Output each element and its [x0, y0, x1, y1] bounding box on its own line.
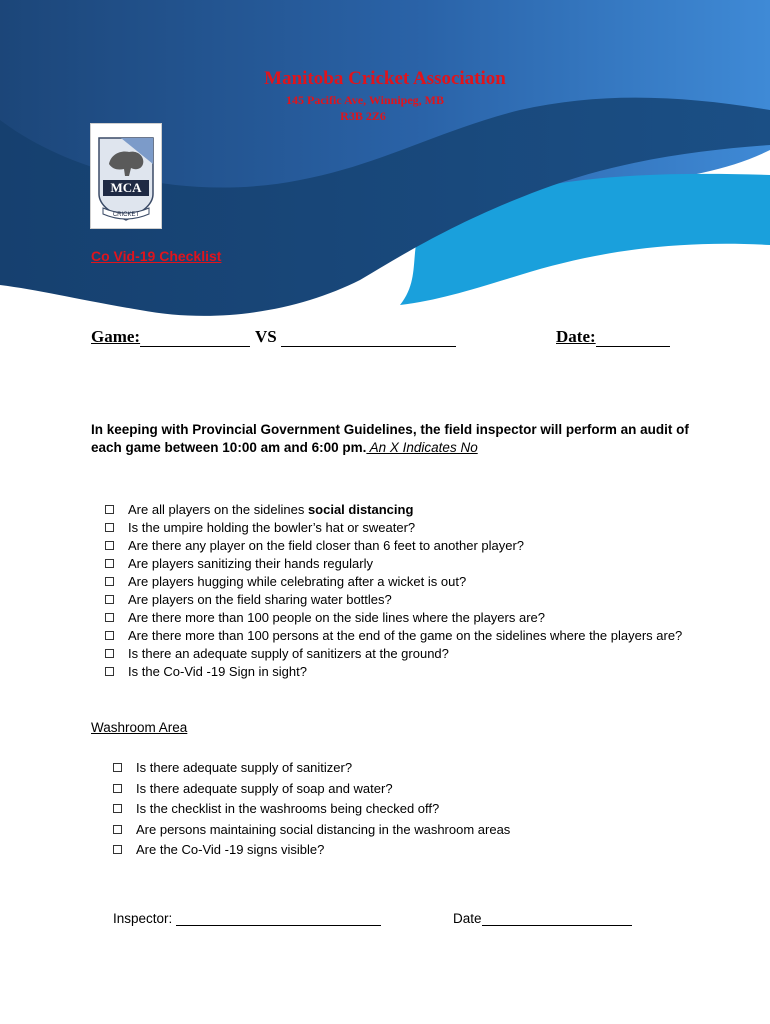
checklist-item-text: Are players sanitizing their hands regularly: [128, 556, 373, 571]
checklist-item-text: Is there an adequate supply of sanitizers at the ground?: [128, 646, 449, 661]
opponent-blank[interactable]: [281, 328, 456, 347]
washroom-item: [113, 840, 673, 861]
sign-date-field: [453, 910, 632, 926]
checkbox[interactable]: [113, 804, 122, 813]
washroom-item: [113, 799, 673, 820]
checklist-item-emphasis: social distancing: [307, 502, 414, 517]
checkbox[interactable]: [113, 825, 122, 834]
logo-text: MCA: [110, 180, 142, 195]
intro-period: .: [362, 440, 367, 455]
mca-logo-image: [91, 124, 161, 228]
logo-subtext: CRICKET: [112, 212, 140, 218]
date-blank[interactable]: [596, 328, 670, 347]
checkbox[interactable]: [105, 595, 114, 604]
address-line-1: 145 Pacific Ave, Winnipeg, MB: [286, 93, 444, 107]
checklist-item: [105, 609, 685, 627]
checklist-item: [105, 645, 685, 663]
checklist-item: [105, 519, 685, 537]
checklist-item: [105, 537, 685, 555]
washroom-item: [113, 779, 673, 800]
checkbox[interactable]: [105, 667, 114, 676]
washroom-item-text: Is the checklist in the washrooms being checked off?: [136, 801, 440, 817]
checkbox[interactable]: [105, 559, 114, 568]
washroom-item-text: Is there adequate supply of sanitizer?: [136, 760, 353, 775]
vs-label: VS: [255, 327, 277, 346]
players-checklist: [105, 501, 685, 681]
checklist-item-text: Are players hugging while celebrating after a wicket is out?: [128, 574, 467, 589]
checklist-item-text: Are there more than 100 persons at the end of the game on the sidelines where the players are?: [128, 628, 683, 643]
mca-logo: [90, 123, 162, 229]
checklist-item: [105, 591, 685, 609]
checkbox[interactable]: [105, 613, 114, 622]
checkbox[interactable]: [105, 541, 114, 550]
game-label: Game:: [91, 327, 141, 346]
checklist-item-text: Is the umpire holding the bowler’s hat or sweater?: [128, 520, 416, 535]
checklist-title: Co Vid-19 Checklist: [91, 248, 222, 264]
checklist-item: [105, 663, 685, 681]
checklist-item-text: Are all players on the sidelines: [128, 502, 308, 517]
checkbox[interactable]: [105, 577, 114, 586]
washroom-item-text: Is there adequate supply of soap and water?: [136, 780, 393, 796]
address-line-2: R3B 2Z6: [340, 109, 386, 123]
vs-field: [255, 327, 456, 347]
x-indicates-no-note: An X Indicates No: [366, 440, 478, 455]
game-field: [91, 327, 250, 347]
checkbox[interactable]: [113, 784, 122, 793]
checklist-item: [105, 573, 685, 591]
checkbox[interactable]: [105, 631, 114, 640]
checkbox[interactable]: [113, 763, 122, 772]
date-label: Date:: [556, 327, 596, 346]
checklist-item-text: Are players on the field sharing water bottles?: [128, 592, 392, 607]
checklist-item-text: Are there any player on the field closer than 6 feet to another player?: [128, 538, 525, 553]
checklist-item: [105, 501, 685, 519]
checkbox[interactable]: [105, 649, 114, 658]
checkbox[interactable]: [113, 845, 122, 854]
intro-text: In keeping with Provincial Government Guidelines, the field inspector will perform an audit of each game between 10:00 am and 6:00 pm: [91, 422, 689, 455]
checkbox[interactable]: [105, 505, 114, 514]
inspector-field: [113, 910, 381, 926]
washroom-checklist: [113, 758, 673, 861]
organization-name: Manitoba Cricket Association: [264, 68, 506, 89]
checklist-item-text: Is the Co-Vid -19 Sign in sight?: [128, 664, 307, 679]
inspector-label: Inspector:: [113, 911, 173, 926]
washroom-item-text: Are persons maintaining social distancing in the washroom areas: [136, 821, 511, 837]
washroom-item: [113, 758, 673, 779]
checklist-item-text: Are there more than 100 people on the side lines where the players are?: [128, 610, 545, 625]
sign-date-label: Date: [453, 911, 482, 926]
sign-date-blank[interactable]: [482, 910, 632, 926]
date-field: [556, 327, 670, 347]
game-blank[interactable]: [140, 328, 250, 347]
washroom-item: [113, 820, 673, 841]
checklist-item: [105, 555, 685, 573]
checkbox[interactable]: [105, 523, 114, 532]
inspector-blank[interactable]: [176, 910, 381, 926]
checklist-item: [105, 627, 685, 645]
washroom-item-text: Are the Co-Vid -19 signs visible?: [136, 842, 325, 858]
washroom-heading: Washroom Area: [91, 720, 188, 735]
intro-paragraph: [91, 421, 691, 457]
